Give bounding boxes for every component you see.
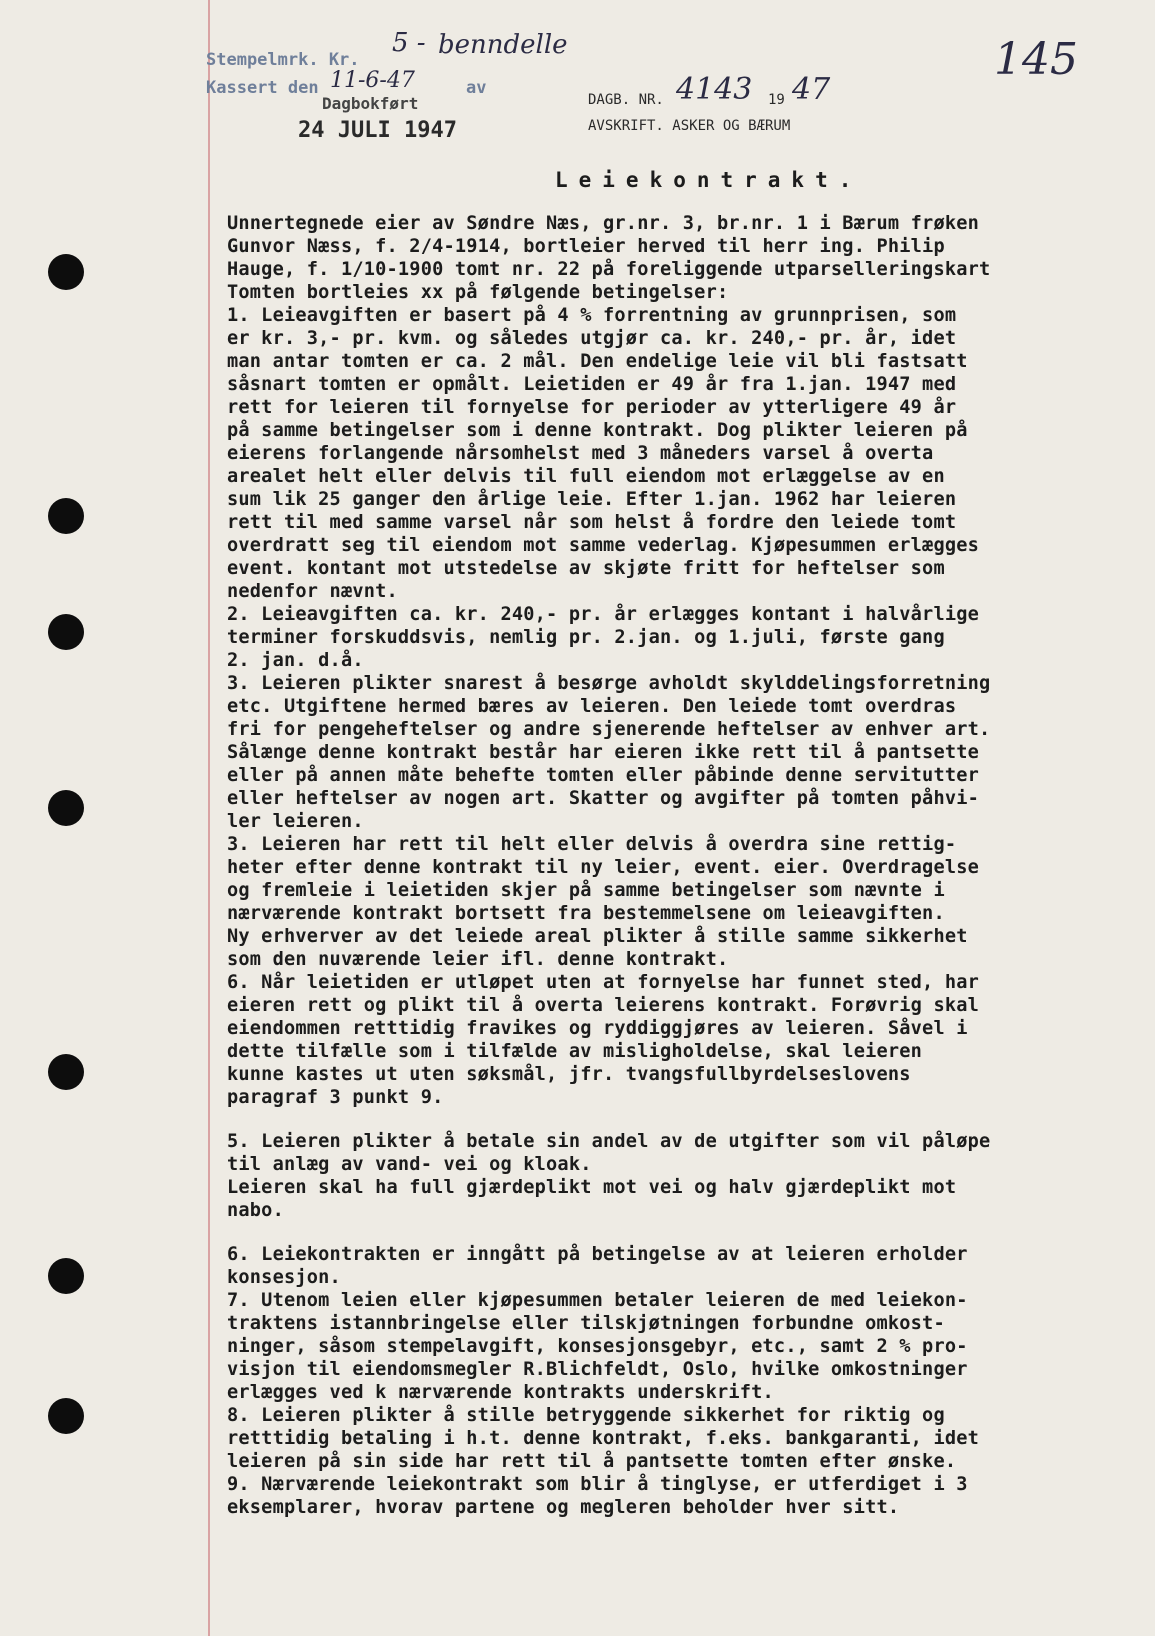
page-number-handwritten: 145: [994, 34, 1078, 85]
dagb-number-label: DAGB. NR.: [588, 92, 664, 108]
punch-hole: [48, 254, 84, 290]
text-line: rett for leieren til fornyelse for perioder av ytterligere 49 år: [227, 397, 957, 418]
text-line: eller på annen måte behefte tomten eller påbinde denne servitutter: [227, 765, 980, 786]
stamp-date-handwritten: 11-6-47: [330, 68, 415, 93]
text-line: man antar tomten er ca. 2 mål. Den endelige leie vil bli fastsatt: [227, 351, 968, 372]
stamp-amount-handwritten: 5 -: [392, 28, 426, 58]
dagb-number-handwritten: 4143: [676, 72, 753, 107]
text-line: til anlæg av vand- vei og kloak.: [227, 1154, 592, 1175]
text-line: Tomten bortleies xx på følgende betingelser:: [227, 282, 729, 303]
text-line: eller heftelser av nogen art. Skatter og avgifter på tomten påhvi-: [227, 788, 980, 809]
text-line: Leieren skal ha full gjærdeplikt mot vei og halv gjærdeplikt mot: [227, 1177, 957, 1198]
punch-hole: [48, 790, 84, 826]
text-line: 5. Leieren plikter å betale sin andel av de utgifter som vil påløpe: [227, 1131, 991, 1152]
text-line: dette tilfælle som i tilfælde av misligholdelse, skal leieren: [227, 1041, 923, 1062]
text-line: terminer forskuddsvis, nemlig pr. 2.jan. og 1.juli, første gang: [227, 627, 945, 648]
paragraph-gap: [227, 1109, 1147, 1130]
stamp-dagbokfort-label: Dagbokført: [322, 94, 419, 113]
punch-hole: [48, 498, 84, 534]
text-line: eierens forlangende nårsomhelst med 3 måneders varsel å overta: [227, 443, 934, 464]
text-line: eiendommen retttidig fravikes og ryddiggjøres av leieren. Såvel i: [227, 1018, 968, 1039]
text-line: retttidig betaling i h.t. denne kontrakt, f.eks. bankgaranti, idet: [227, 1428, 980, 1449]
avskrift-stamp: AVSKRIFT. ASKER OG BÆRUM: [588, 118, 791, 134]
text-line: Ny erhverver av det leiede areal plikter å stille samme sikkerhet: [227, 926, 968, 947]
text-line: 2. Leieavgiften ca. kr. 240,- pr. år erlægges kontant i halvårlige: [227, 604, 980, 625]
text-line: arealet helt eller delvis til full eiendom mot erlæggelse av en: [227, 466, 945, 487]
year-handwritten: 47: [792, 72, 831, 107]
punch-hole: [48, 614, 84, 650]
text-line: overdratt seg til eiendom mot samme vederlag. Kjøpesummen erlægges: [227, 535, 980, 556]
text-line: Hauge, f. 1/10-1900 tomt nr. 22 på foreliggende utparselleringskart: [227, 259, 991, 280]
text-line: Sålænge denne kontrakt består har eieren ikke rett til å pantsette: [227, 742, 980, 763]
text-line: 1. Leieavgiften er basert på 4 % forrentning av grunnprisen, som: [227, 305, 957, 326]
document-title: Leiekontrakt.: [555, 168, 863, 192]
text-line: 3. Leieren plikter snarest å besørge avholdt skylddelingsforretning: [227, 673, 991, 694]
text-line: 2. jan. d.å.: [227, 650, 364, 671]
punch-hole: [48, 1258, 84, 1294]
text-line: 6. Når leietiden er utløpet uten at fornyelse har funnet sted, har: [227, 972, 980, 993]
text-line: 6. Leiekontrakten er inngått på betingelse av at leieren erholder: [227, 1244, 968, 1265]
punch-hole: [48, 1054, 84, 1090]
text-line: såsnart tomten er opmålt. Leietiden er 49 år fra 1.jan. 1947 med: [227, 374, 957, 395]
text-line: konsesjon.: [227, 1267, 341, 1288]
text-line: 8. Leieren plikter å stille betryggende sikkerhet for riktig og: [227, 1405, 945, 1426]
text-line: 9. Nærværende leiekontrakt som blir å tinglyse, er utferdiget i 3: [227, 1474, 968, 1495]
text-line: paragraf 3 punkt 9.: [227, 1087, 444, 1108]
punch-hole: [48, 1398, 84, 1434]
text-line: traktens istannbringelse eller tilskjøtningen forbundne omkost-: [227, 1313, 945, 1334]
text-line: kunne kastes ut uten søksmål, jfr. tvangsfullbyrdelseslovens: [227, 1064, 911, 1085]
stamp-kassert-label: Kassert den: [206, 78, 319, 98]
text-line: nærværende kontrakt bortsett fra bestemmelsene om leieavgiften.: [227, 903, 945, 924]
text-line: og fremleie i leietiden skjer på samme betingelser som nævnte i: [227, 880, 945, 901]
text-line: ler leieren.: [227, 811, 364, 832]
text-line: eksemplarer, hvorav partene og megleren beholder hver sitt.: [227, 1497, 900, 1518]
text-line: Gunvor Næss, f. 2/4-1914, bortleier herved til herr ing. Philip: [227, 236, 945, 257]
year-prefix: 19: [768, 92, 785, 108]
text-line: sum lik 25 ganger den årlige leie. Efter 1.jan. 1962 har leieren: [227, 489, 957, 510]
stamp-word-handwritten: benndelle: [438, 30, 568, 60]
stamp-stempelmerke-label: Stempelmrk. Kr.: [206, 50, 360, 70]
text-line: ninger, såsom stempelavgift, konsesjonsgebyr, etc., samt 2 % pro-: [227, 1336, 968, 1357]
text-line: er kr. 3,- pr. kvm. og således utgjør ca. kr. 240,- pr. år, idet: [227, 328, 957, 349]
text-line: etc. Utgiftene hermed bæres av leieren. Den leiede tomt overdras: [227, 696, 957, 717]
stamp-dagbokfort-date: 24 JULI 1947: [298, 118, 457, 143]
text-line: event. kontant mot utstedelse av skjøte fritt for heftelser som: [227, 558, 945, 579]
text-line: som den nuværende leier ifl. denne kontrakt.: [227, 949, 729, 970]
text-line: eieren rett og plikt til å overta leierens kontrakt. Forøvrig skal: [227, 995, 980, 1016]
text-line: leieren på sin side har rett til å pantsette tomten efter ønske.: [227, 1451, 957, 1472]
paragraph-gap: [227, 1222, 1147, 1243]
stamp-av-label: av: [466, 78, 487, 98]
text-line: fri for pengeheftelser og andre sjenerende heftelser av enhver art.: [227, 719, 991, 740]
text-line: 7. Utenom leien eller kjøpesummen betaler leieren de med leiekon-: [227, 1290, 968, 1311]
text-line: 3. Leieren har rett til helt eller delvis å overdra sine rettig-: [227, 834, 957, 855]
text-line: nabo.: [227, 1200, 284, 1221]
text-line: Unnertegnede eier av Søndre Næs, gr.nr. 3, br.nr. 1 i Bærum frøken: [227, 213, 980, 234]
margin-line: [208, 0, 210, 1636]
text-line: rett til med samme varsel når som helst å fordre den leiede tomt: [227, 512, 957, 533]
text-line: nedenfor nævnt.: [227, 581, 398, 602]
text-line: på samme betingelser som i denne kontrakt. Dog plikter leieren på: [227, 420, 968, 441]
document-body: [227, 212, 1147, 1519]
text-line: visjon til eiendomsmegler R.Blichfeldt, Oslo, hvilke omkostninger: [227, 1359, 968, 1380]
text-line: heter efter denne kontrakt til ny leier, event. eier. Overdragelse: [227, 857, 980, 878]
text-line: erlægges ved k nærværende kontrakts underskrift.: [227, 1382, 774, 1403]
